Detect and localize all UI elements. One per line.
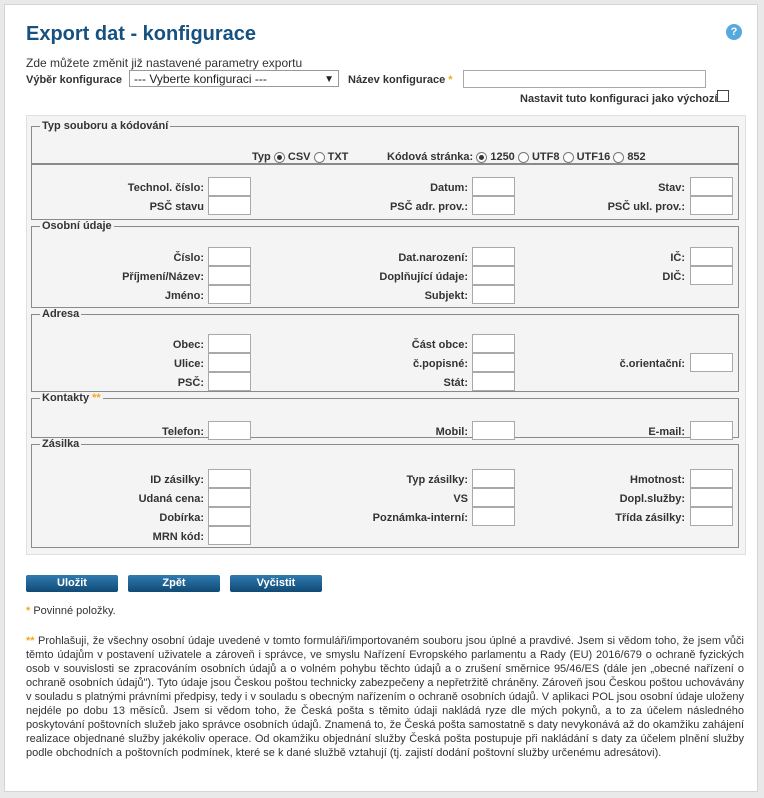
page-subtitle: Zde můžete změnit již nastavené parametry exportu: [26, 56, 303, 70]
additional-services-label: Dopl.služby:: [619, 493, 685, 505]
birth-date-label: Dat.narození:: [398, 252, 468, 264]
config-name-label: Název konfigurace *: [348, 74, 453, 86]
additional-info-input[interactable]: [472, 266, 515, 285]
clear-button[interactable]: Vyčistit: [230, 575, 322, 592]
surname-label: Příjmení/Název:: [122, 271, 204, 283]
chevron-down-icon: ▼: [324, 74, 334, 85]
technol-number-input[interactable]: [208, 177, 251, 196]
house-number-label: č.popisné:: [412, 358, 468, 370]
internal-note-label: Poznámka-interní:: [372, 512, 468, 524]
technol-number-label: Technol. číslo:: [127, 182, 204, 194]
shipment-legend: Zásilka: [42, 438, 80, 450]
mrn-code-input[interactable]: [208, 526, 251, 545]
personal-fieldset: [31, 220, 739, 308]
ico-input[interactable]: [690, 247, 733, 266]
storage-office-zip-label: PSČ ukl. prov.:: [607, 201, 685, 213]
weight-label: Hmotnost:: [630, 474, 685, 486]
status-zip-input[interactable]: [208, 196, 251, 215]
dic-label: DIČ:: [662, 271, 685, 283]
codepage-group: Kódová stránka: 1250 UTF8 UTF16 852: [387, 151, 646, 163]
shipment-id-label: ID zásilky:: [150, 474, 204, 486]
address-fieldset: [31, 308, 739, 392]
weight-input[interactable]: [690, 469, 733, 488]
shipment-class-label: Třída zásilky:: [615, 512, 685, 524]
back-button[interactable]: Zpět: [128, 575, 220, 592]
subject-label: Subjekt:: [424, 290, 468, 302]
main-frame: [4, 4, 758, 792]
mobile-label: Mobil:: [435, 426, 468, 438]
required-mark: *: [448, 74, 453, 86]
default-config-label: Nastavit tuto konfiguraci jako výchozí: [520, 93, 718, 105]
radio-type-txt[interactable]: [314, 152, 325, 163]
orientation-number-input[interactable]: [690, 353, 733, 372]
declared-value-input[interactable]: [208, 488, 251, 507]
additional-services-input[interactable]: [690, 488, 733, 507]
number-label: Číslo:: [173, 252, 204, 264]
mrn-code-label: MRN kód:: [152, 531, 204, 543]
additional-info-label: Doplňující údaje:: [379, 271, 468, 283]
radio-codepage-1250[interactable]: [476, 152, 487, 163]
shipment-type-input[interactable]: [472, 469, 515, 488]
save-button[interactable]: Uložit: [26, 575, 118, 592]
orientation-number-label: č.orientační:: [619, 358, 685, 370]
contacts-fieldset: [31, 392, 739, 438]
zip-label: PSČ:: [177, 377, 204, 389]
city-label: Obec:: [172, 339, 204, 351]
declaration-mark: **: [26, 635, 35, 647]
radio-codepage-852[interactable]: [613, 152, 624, 163]
house-number-input[interactable]: [472, 353, 515, 372]
shipment-type-label: Typ zásilky:: [406, 474, 468, 486]
config-select-label: Výběr konfigurace: [26, 74, 122, 86]
variable-symbol-label: VS: [453, 493, 468, 505]
street-label: Ulice:: [174, 358, 204, 370]
subject-input[interactable]: [472, 285, 515, 304]
first-name-label: Jméno:: [164, 290, 204, 302]
general-fieldset: [31, 164, 739, 220]
shipment-id-input[interactable]: [208, 469, 251, 488]
declared-value-label: Udaná cena:: [138, 493, 204, 505]
ico-label: IČ:: [670, 252, 685, 264]
cod-input[interactable]: [208, 507, 251, 526]
config-name-input[interactable]: [463, 70, 706, 88]
type-group: Typ CSV TXT: [252, 151, 349, 163]
shipment-class-input[interactable]: [690, 507, 733, 526]
dic-input[interactable]: [690, 266, 733, 285]
variable-symbol-input[interactable]: [472, 488, 515, 507]
internal-note-input[interactable]: [472, 507, 515, 526]
storage-office-zip-input[interactable]: [690, 196, 733, 215]
number-input[interactable]: [208, 247, 251, 266]
city-input[interactable]: [208, 334, 251, 353]
surname-input[interactable]: [208, 266, 251, 285]
zip-input[interactable]: [208, 372, 251, 391]
file-type-legend: Typ souboru a kódování: [42, 120, 169, 132]
date-input[interactable]: [472, 177, 515, 196]
page-title: Export dat - konfigurace: [26, 23, 257, 45]
config-select-value: --- Vyberte konfiguraci ---: [134, 72, 267, 86]
delivery-office-zip-label: PSČ adr. prov.:: [389, 201, 468, 213]
help-icon[interactable]: ?: [726, 24, 742, 40]
file-type-fieldset: [31, 120, 739, 164]
city-part-input[interactable]: [472, 334, 515, 353]
status-zip-label: PSČ stavu: [149, 201, 204, 213]
shipment-fieldset: [31, 438, 739, 548]
phone-label: Telefon:: [162, 426, 204, 438]
country-input[interactable]: [472, 372, 515, 391]
default-config-checkbox[interactable]: [717, 90, 729, 102]
first-name-input[interactable]: [208, 285, 251, 304]
config-select[interactable]: [129, 70, 339, 87]
delivery-office-zip-input[interactable]: [472, 196, 515, 215]
date-label: Datum:: [430, 182, 468, 194]
cod-label: Dobírka:: [159, 512, 204, 524]
status-input[interactable]: [690, 177, 733, 196]
city-part-label: Část obce:: [411, 339, 468, 351]
gdpr-declaration: ** Prohlašuji, že všechny osobní údaje uvedené v tomto formuláři/importovaném souboru jsou úplné a pravdivé. Jsem si vědom toho, že jsem vůči těmto údajům v postavení uživatele a zároveň i správce, ve smyslu Nařízení Evropského parlamentu a Rady (EU) 2016/679 o ochraně fyzických osob v souvislosti se zpracováním osobních údajů a o volném pohybu těchto údajů a o zrušení směrnice 95/46/ES (dále jen „obecné nařízení o ochraně osobních údajů"). Tyto údaje jsou Českou poštou technicky zabezpečeny a nepřetržitě chráněny. Zároveň jsou Českou poštou uchovávány v souladu s platnými právními předpisy, tedy i v souladu s obecným nařízením o ochraně osobních údajů. V aplikaci POL jsou osobní údaje uloženy nejdéle po dobu 13 měsíců. Jsem si vědom toho, že Česká pošta s těmito údaji nakládá ryze dle mých pokynů, a to za účelem následného poskytování poštovních služeb jako správce osobních údajů. Znamená to, že Česká pošta samostatně s daty nevykonává až do okamžiku zahájení realizace objednané služby jakékoliv operace. Od okamžiku objednání služby Česká pošta postupuje při nakládání s daty za účelem plnění služby podle obchodních a poštovních podmínek, které se k dané službě vztahují (tj. zajistí dodání poštovní služby určenému adresátovi).: [26, 635, 744, 759]
export-settings-panel: [26, 115, 746, 555]
birth-date-input[interactable]: [472, 247, 515, 266]
radio-codepage-utf8[interactable]: [518, 152, 529, 163]
street-input[interactable]: [208, 353, 251, 372]
status-label: Stav:: [658, 182, 685, 194]
country-label: Stát:: [443, 377, 468, 389]
address-legend: Adresa: [42, 308, 80, 320]
optional-mark: **: [92, 392, 101, 404]
radio-type-csv[interactable]: [274, 152, 285, 163]
radio-codepage-utf16[interactable]: [563, 152, 574, 163]
required-note: * Povinné položky.: [26, 605, 116, 617]
email-label: E-mail:: [648, 426, 685, 438]
personal-legend: Osobní údaje: [42, 220, 112, 232]
contacts-legend: Kontakty **: [42, 392, 101, 404]
